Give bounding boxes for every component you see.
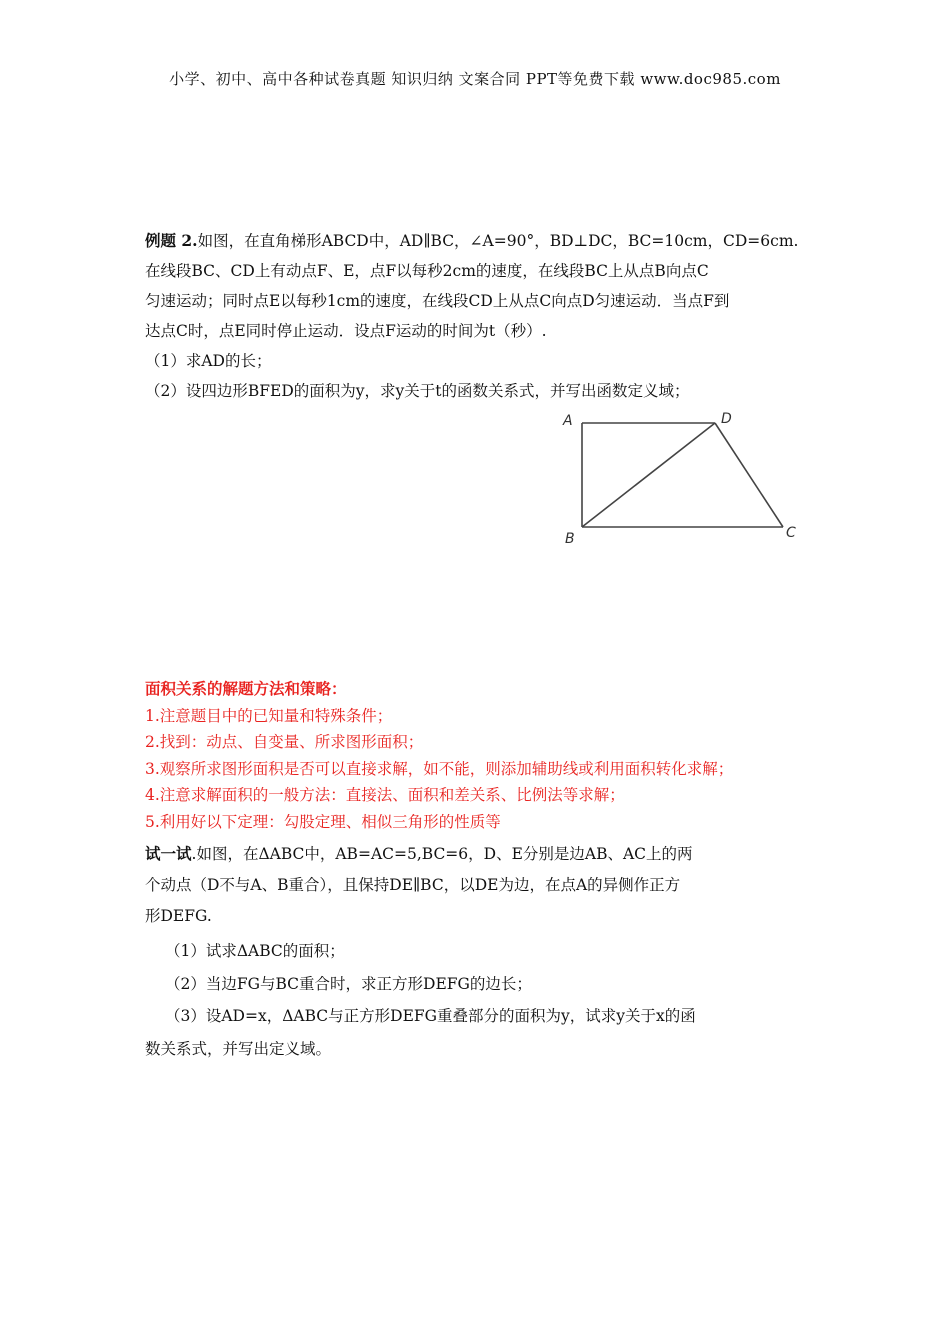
label-c: C bbox=[786, 525, 796, 541]
label-a: A bbox=[563, 413, 573, 429]
segment-dc bbox=[715, 423, 783, 527]
example-line-2: 在线段BC、CD上有动点F、E，点F以每秒2cm的速度，在线段BC上从点B向点C bbox=[145, 262, 709, 280]
example-question-2: （2）设四边形BFED的面积为y，求y关于t的函数关系式，并写出函数定义域； bbox=[145, 382, 690, 400]
strategy-item: 3.观察所求图形面积是否可以直接求解，如不能，则添加辅助线或利用面积转化求解； bbox=[145, 759, 734, 778]
strategy-title: 面积关系的解题方法和策略： bbox=[145, 679, 347, 698]
trial-question-2: （2）当边FG与BC重合时，求正方形DEFG的边长； bbox=[165, 974, 532, 993]
strategy-item: 2.找到：动点、自变量、所求图形面积； bbox=[145, 733, 424, 751]
strategy-item: 1.注意题目中的已知量和特殊条件； bbox=[145, 706, 393, 725]
trial-problem bbox=[145, 838, 815, 932]
example-line-1: 如图，在直角梯形ABCD中，AD∥BC，∠A=90°，BD⊥DC，BC=10cm，CD=6cm. bbox=[197, 232, 799, 250]
example-label: 例题 2. bbox=[145, 231, 198, 250]
trial-label: 试一试 bbox=[145, 844, 192, 863]
example-question-1: （1）求AD的长； bbox=[145, 352, 272, 370]
trial-question-3: （3）设AD=x，ΔABC与正方形DEFG重叠部分的面积为y，试求y关于x的函 bbox=[165, 1007, 696, 1025]
strategy-item: 4.注意求解面积的一般方法：直接法、面积和差关系、比例法等求解； bbox=[145, 786, 625, 804]
strategy-item: 5.利用好以下定理：勾股定理、相似三角形的性质等 bbox=[145, 812, 501, 831]
trial-line-2: 个动点（D不与A、B重合），且保持DE∥BC，以DE为边，在点A的异侧作正方 bbox=[145, 876, 681, 894]
trial-question-1: （1）试求ΔABC的面积； bbox=[165, 942, 345, 960]
trial-line-3: 形DEFG. bbox=[145, 907, 212, 925]
segment-bd bbox=[582, 423, 715, 527]
example-problem bbox=[145, 226, 815, 406]
strategy-section bbox=[145, 676, 815, 835]
example-line-4: 达点C时，点E同时停止运动．设点F运动的时间为t（秒）. bbox=[145, 322, 547, 340]
trial-questions bbox=[145, 935, 815, 1065]
page-header: 小学、初中、高中各种试卷真题 知识归纳 文案合同 PPT等免费下载 www.doc985.com bbox=[169, 70, 781, 88]
trapezoid-figure bbox=[555, 405, 815, 550]
trial-question-3-cont: 数关系式，并写出定义域。 bbox=[145, 1039, 332, 1058]
trial-line-1: .如图，在ΔABC中，AB=AC=5,BC=6，D、E分别是边AB、AC上的两 bbox=[191, 845, 693, 863]
label-d: D bbox=[721, 411, 732, 427]
label-b: B bbox=[565, 531, 575, 547]
example-line-3: 匀速运动；同时点E以每秒1cm的速度，在线段CD上从点C向点D匀速运动．当点F到 bbox=[145, 292, 730, 310]
